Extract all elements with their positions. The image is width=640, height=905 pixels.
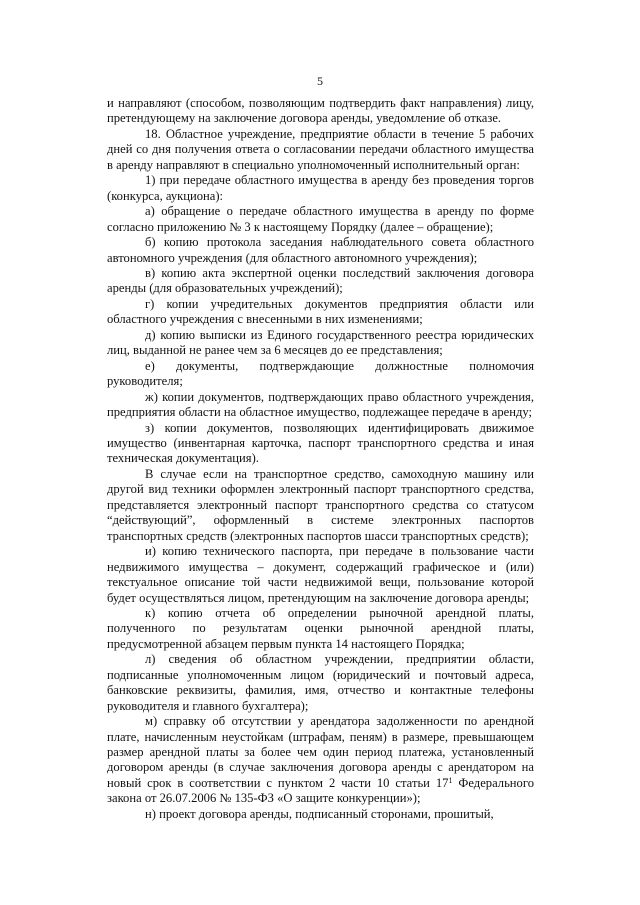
paragraph-subitem-z: з) копии документов, позволяющих идентифицировать движимое имущество (инвентарная карточка, паспорт транспортного средства и иная техническая документация). [107,420,534,466]
article-superscript: 1 [448,775,453,785]
paragraph-subitem-n: н) проект договора аренды, подписанный сторонами, прошитый, [145,806,494,821]
paragraph-subitem-v: в) копию акта экспертной оценки последствий заключения договора аренды (для образовательных учреждений); [107,265,534,296]
paragraph-subitem-i: и) копию технического паспорта, при передаче в пользование части недвижимого имущества – документ, содержащий графическое и (или) текстуальное описание той части недвижимой вещи, пользование которой будет осуществляться лицом, претендующим на заключение договора аренды; [107,544,534,605]
paragraph-subitem-zh: ж) копии документов, подтверждающих право областного учреждения, предприятия области на областное имущество, подлежащее передаче в аренду; [107,389,534,420]
paragraph-subitem-e: е) документы, подтверждающие должностные полномочия руководителя; [107,358,534,389]
paragraph-subitem-l: л) сведения об областном учреждении, предприятии области, подписанные уполномоченным лицом (юридический и почтовый адреса, банковские реквизиты, фамилия, имя, отчество и контактные телефоны руководителя и главного бухгалтера); [107,652,534,713]
paragraph-item-18: 18. Областное учреждение, предприятие области в течение 5 рабочих дней со дня получения ответа о согласовании передачи областного имущества в аренду направляют в специально уполномоченный исполнительный орган: [107,126,534,172]
paragraph-intro-continuation: и направляют (способом, позволяющим подтвердить факт направления) лицу, претендующему на заключение договора аренды, уведомление об отказе. [107,96,534,126]
paragraph-subitem-g: г) копии учредительных документов предприятия области или областного учреждения с внесенными в них изменениями; [107,296,534,327]
paragraph-subitem-m [107,714,534,807]
paragraph-subitem-k: к) копию отчета об определении рыночной арендной платы, полученного по результатам оценки рыночной арендной платы, предусмотренной абзацем первым пункта 14 настоящего Порядка; [107,605,534,651]
paragraph-subitem-a: а) обращение о передаче областного имущества в аренду по форме согласно приложению № 3 к настоящему Порядку (далее – обращение); [107,204,534,234]
paragraph-item-18-1: 1) при передаче областного имущества в аренду без проведения торгов (конкурса, аукциона): [107,173,534,203]
paragraph-subitem-m-text-before: м) справку об отсутствии у арендатора задолженности по арендной плате, начисленным неустойкам (штрафам, пеням) в размере, превышающем размер арендной платы за более чем один период платежа, установленный договором аренды (в случае заключения договора аренды с арендатором на новый срок в соответствии с пунктом 2 части 10 статьи 17 [107,714,534,790]
document-body [107,96,534,822]
paragraph-subitem-b: б) копию протокола заседания наблюдательного совета областного автономного учреждения (для областного автономного учреждения); [107,235,534,265]
paragraph-electronic-passport: В случае если на транспортное средство, самоходную машину или другой вид техники оформлен электронный паспорт транспортного средства, представляется электронный паспорт транспортного средства со статусом “действующий”, оформленный в системе электронных паспортов транспортных средств (электронных паспортов шасси транспортных средств); [107,466,534,543]
paragraph-subitem-d: д) копию выписки из Единого государственного реестра юридических лиц, выданной не ранее чем за 6 месяцев до ее представления; [107,327,534,358]
paragraph-subitem-m-text-after: Федерального закона от 26.07.2006 № 135-ФЗ «О защите конкуренции»); [107,775,534,806]
page-number: 5 [317,74,323,88]
